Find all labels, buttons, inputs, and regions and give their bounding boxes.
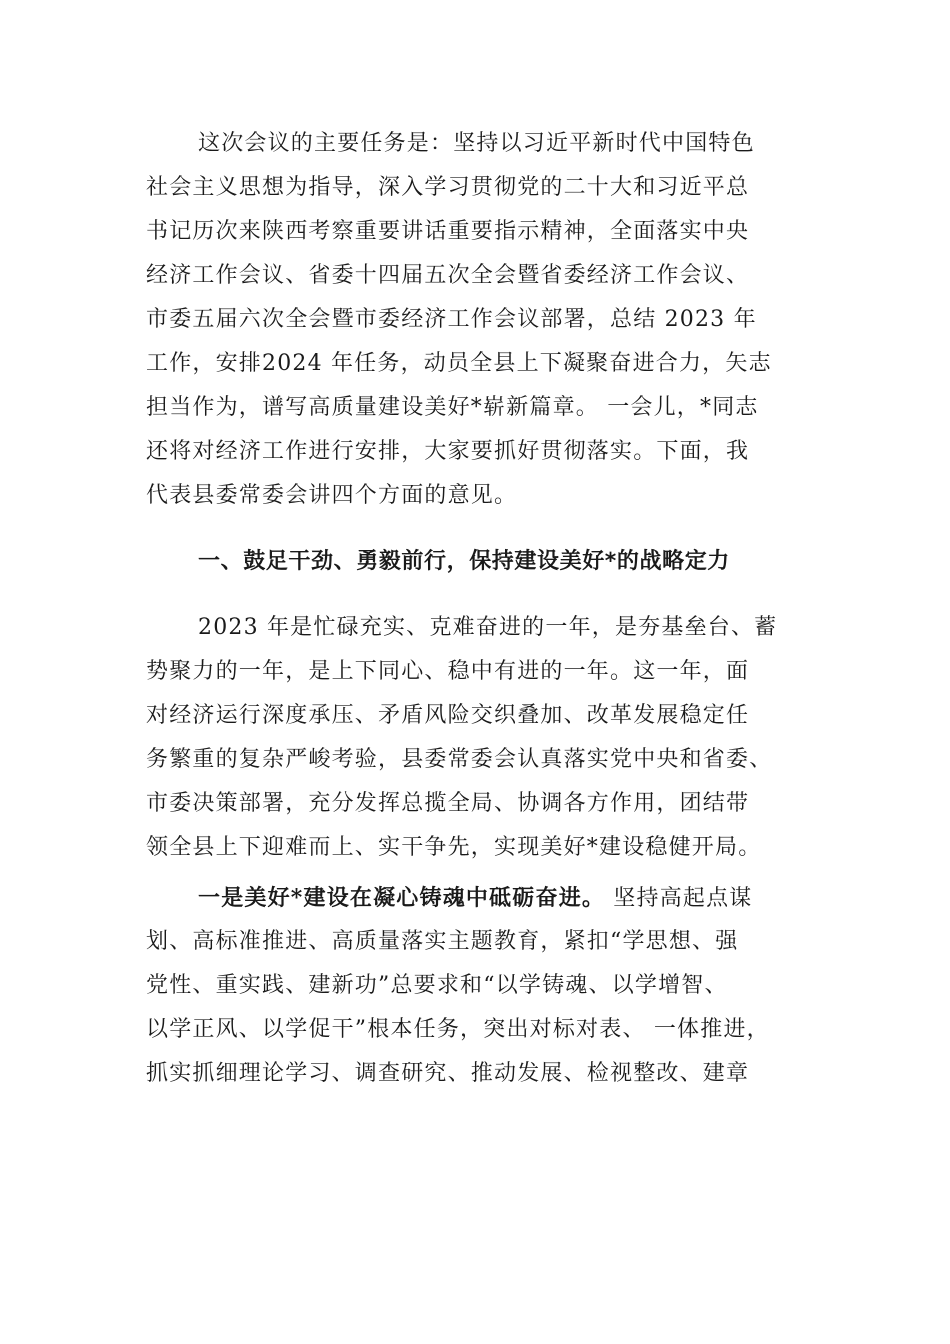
paragraph-first-point — [146, 876, 814, 1096]
paragraph-meeting-tasks — [146, 122, 814, 518]
text-line: 2023 年是忙碌充实、克难奋进的一年，是夯基垒台、蓄 — [198, 615, 778, 640]
text-line: 领全县上下迎难而上、实干争先，实现美好*建设稳健开局。 — [146, 835, 762, 860]
point-lead-continuation: 坚持高起点谋 — [605, 886, 753, 911]
point-lead: 一是美好*建设在凝心铸魂中砥砺奋进。 — [198, 885, 606, 911]
text-line: 这次会议的主要任务是：坚持以习近平新时代中国特色 — [198, 131, 755, 156]
text-line: 抓实抓细理论学习、调查研究、推动发展、检视整改、建章 — [146, 1061, 750, 1086]
text-line: 代表县委常委会讲四个方面的意见。 — [146, 483, 518, 508]
text-line: 划、高标准推进、高质量落实主题教育，紧扣“学思想、强 — [146, 929, 739, 954]
text-line: 务繁重的复杂严峻考验，县委常委会认真落实党中央和省委、 — [146, 747, 773, 772]
text-line: 书记历次来陕西考察重要讲话重要指示精神，全面落实中央 — [146, 219, 750, 244]
spacer — [146, 518, 814, 540]
text-line: 党性、重实践、建新功”总要求和“以学铸魂、以学增智、 — [146, 973, 728, 998]
text-line — [146, 876, 814, 920]
text-line: 工作，安排2024 年任务，动员全县上下凝聚奋进合力，矢志 — [146, 351, 772, 376]
document-body — [146, 122, 814, 1096]
text-line: 经济工作会议、省委十四届五次全会暨省委经济工作会议、 — [146, 263, 750, 288]
text-line: 势聚力的一年，是上下同心、稳中有进的一年。这一年，面 — [146, 659, 750, 684]
text-line: 以学正风、以学促干”根本任务，突出对标对表、 一体推进， — [146, 1017, 770, 1042]
spacer — [146, 584, 814, 606]
paragraph-year-review — [146, 606, 814, 870]
text-line: 担当作为，谱写高质量建设美好*崭新篇章。 一会儿，*同志 — [146, 395, 759, 420]
section-heading: 一、鼓足干劲、勇毅前行，保持建设美好*的战略定力 — [198, 549, 730, 574]
text-line: 市委五届六次全会暨市委经济工作会议部署，总结 2023 年 — [146, 307, 757, 332]
text-line: 市委决策部署，充分发挥总揽全局、协调各方作用，团结带 — [146, 791, 750, 816]
text-line: 社会主义思想为指导，深入学习贯彻党的二十大和习近平总 — [146, 175, 750, 200]
text-line: 还将对经济工作进行安排，大家要抓好贯彻落实。下面，我 — [146, 439, 750, 464]
text-line: 对经济运行深度承压、矛盾风险交织叠加、改革发展稳定任 — [146, 703, 750, 728]
